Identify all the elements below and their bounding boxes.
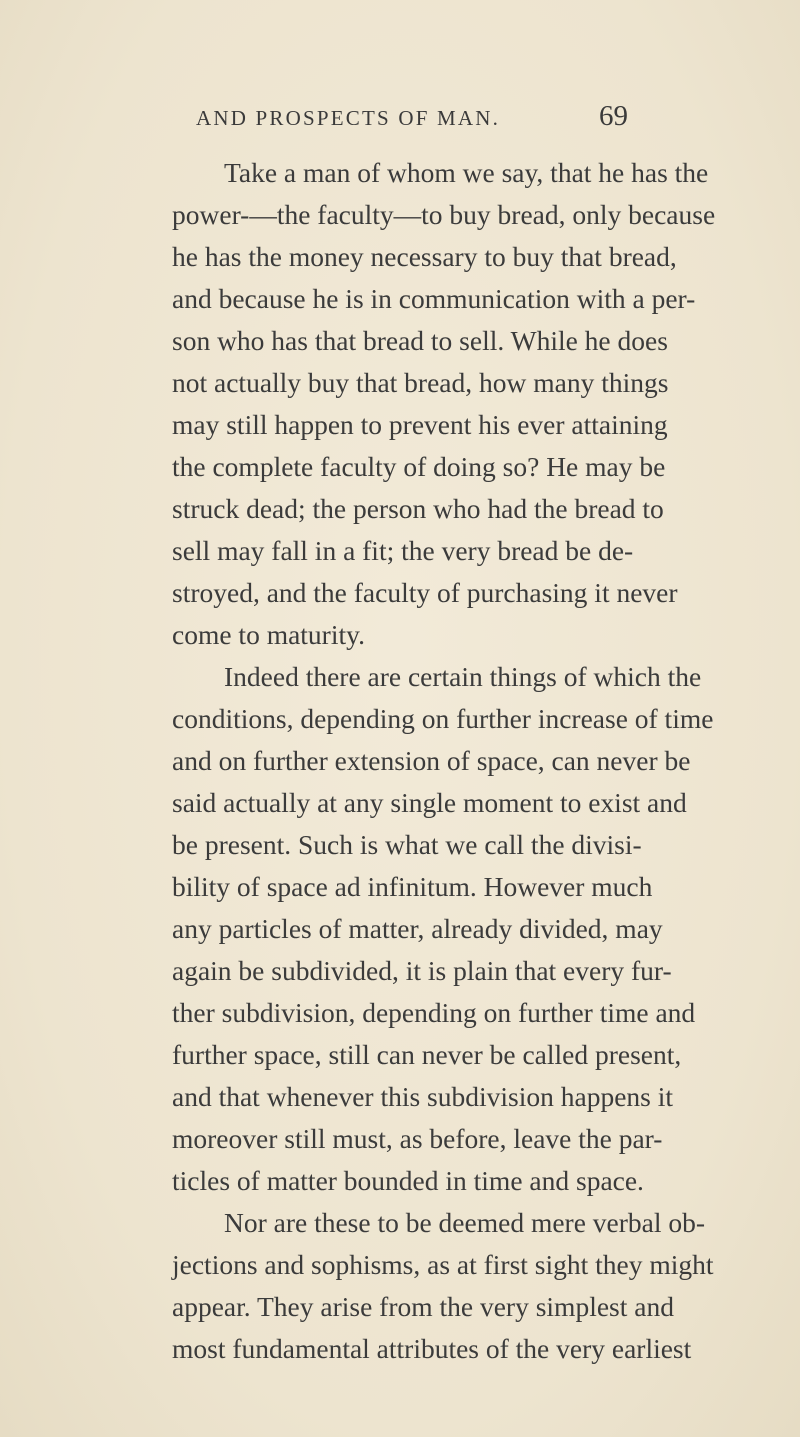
text-line: sell may fall in a fit; the very bread be de- [172,535,634,566]
text-line: come to maturity. [172,619,365,650]
text-line: not actually buy that bread, how many things [172,367,669,398]
text-line: conditions, depending on further increase of time [172,703,714,734]
text-line: and on further extension of space, can never be [172,745,691,776]
text-line: ther subdivision, depending on further time and [172,997,696,1028]
text-line: stroyed, and the faculty of purchasing it never [172,577,678,608]
text-line: and because he is in communication with a per- [172,283,696,314]
text-line: said actually at any single moment to exist and [172,787,687,818]
text-line: struck dead; the person who had the bread to [172,493,664,524]
text-line: Nor are these to be deemed mere verbal ob- [224,1207,706,1238]
text-line: bility of space ad infinitum. However much [172,871,653,902]
running-title: AND PROSPECTS OF MAN. [196,106,501,130]
text-line: ticles of matter bounded in time and space. [172,1165,644,1196]
page-number: 69 [599,100,628,132]
running-head [196,100,628,140]
text-line: and that whenever this subdivision happens it [172,1081,674,1112]
text-line: any particles of matter, already divided, may [172,913,663,944]
text-line: he has the money necessary to buy that bread, [172,241,677,272]
text-line: most fundamental attributes of the very earliest [172,1333,692,1364]
text-line: again be subdivided, it is plain that every fur- [172,955,672,986]
text-line: power-—the faculty—to buy bread, only because [172,199,716,230]
text-line: Take a man of whom we say, that he has the [224,157,709,188]
text-line: appear. They arise from the very simplest and [172,1291,674,1322]
text-line: son who has that bread to sell. While he does [172,325,668,356]
text-line: the complete faculty of doing so? He may be [172,451,666,482]
text-line: be present. Such is what we call the divisi- [172,829,642,860]
body-text [172,152,716,1370]
text-line: may still happen to prevent his ever attaining [172,409,668,440]
text-line: jections and sophisms, as at first sight they might [172,1249,714,1280]
text-line: Indeed there are certain things of which the [224,661,702,692]
text-line: further space, still can never be called present, [172,1039,682,1070]
text-line: moreover still must, as before, leave the par- [172,1123,663,1154]
